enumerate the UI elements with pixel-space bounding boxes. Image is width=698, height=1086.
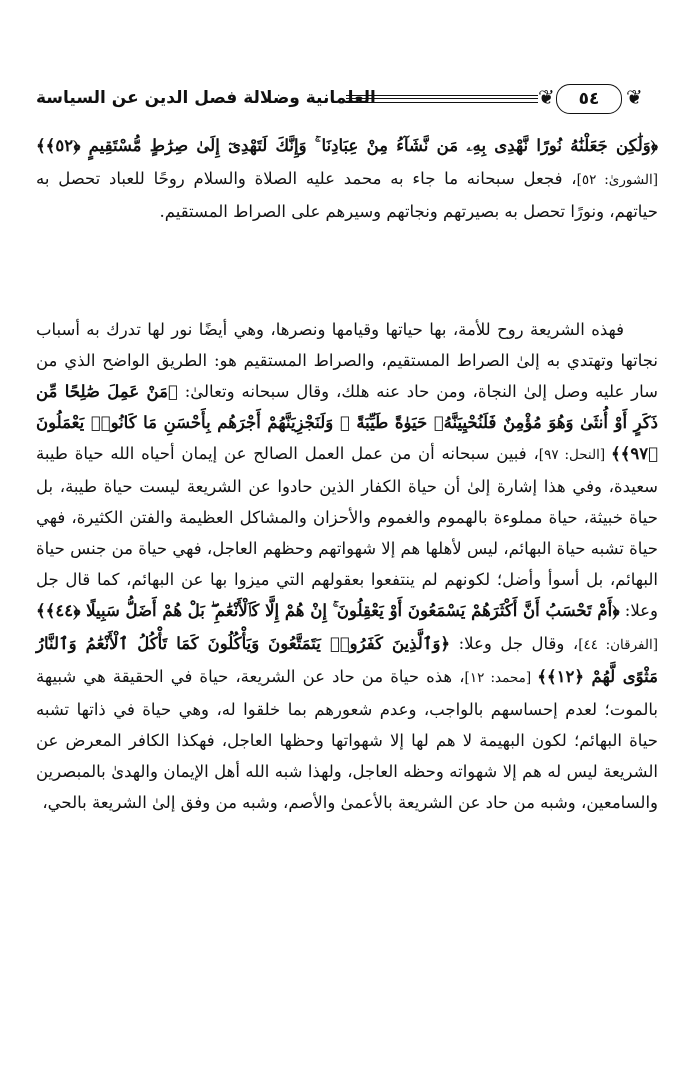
quran-verse: ﴿مَنْ عَمِلَ صَٰلِحًا مِّن ذَكَرٍ أَوْ أُنثَىٰ وَهُوَ مُؤْمِنٌ فَلَنُحْيِيَنَّهُۥ حَيَوٰةً طَيِّبَةً ۖ وَلَنَجْزِيَنَّهُمْ أَجْرَهُم بِأَحْسَنِ مَا كَانُوا۟ يَعْمَلُونَ ﴿٩٧﴾﴾ xyxy=(36,382,658,463)
verse-reference: [النحل: ٩٧] xyxy=(538,447,611,463)
quran-verse: ﴿وَٱلَّذِينَ كَفَرُوا۟ يَتَمَتَّعُونَ وَيَأْكُلُونَ كَمَا تَأْكُلُ ٱلْأَنْعَٰمُ وَٱلنَّارُ مَثْوًى لَّهُمْ ﴿١٢﴾﴾ xyxy=(36,634,659,686)
paragraph-text: ، فجعل سبحانه ما جاء به محمد عليه الصلاة والسلام روحًا للعباد تحصل به حياتهم، ونورًا تحصل به بصيرتهم ونجاتهم وسيرهم على الصراط المستقيم. xyxy=(36,169,658,221)
floral-ornament-icon: ❦ xyxy=(626,85,643,109)
paragraph xyxy=(36,130,658,227)
page-number: ٥٤ xyxy=(556,84,622,114)
paragraph xyxy=(36,314,658,818)
paragraph-text: ، فبين سبحانه أن من عمل العمل الصالح عن إيمان أحياه الله حياة طيبة سعيدة، وفي هذا إشارة إلىٰ أن حياة الكفار الذين حادوا عن الشريعة ليست حياة طيبة، بل حياة خبيثة، حياة مملوءة بالهموم والغموم والأحزان والمشاكل العظيمة والفتن الكثيرة، فهي حياة تشبه حياة البهائم، ليس لأهلها هم إلا شهواتهم وحظهم العاجل، فهي حياة من جنس حياة البهائم، بل أسوأ وأضل؛ لكونهم لم ينتفعوا بعقولهم التي ميزوا بها عن البهائم، كما قال جل وعلا: xyxy=(36,444,658,620)
paragraph-text: ، وقال جل وعلا: xyxy=(450,634,579,653)
paragraph-continuation xyxy=(36,130,658,227)
running-header xyxy=(36,82,658,118)
quran-verse: ﴿أَمْ تَحْسَبُ أَنَّ أَكْثَرَهُمْ يَسْمَعُونَ أَوْ يَعْقِلُونَ ۚ إِنْ هُمْ إِلَّا كَٱلْأَنْعَٰمِ ۖ بَلْ هُمْ أَضَلُّ سَبِيلًا ﴿٤٤﴾﴾ xyxy=(36,601,620,620)
quran-verse: ﴿وَلَٰكِن جَعَلْنَٰهُ نُورًا نَّهْدِى بِهِۦ مَن نَّشَآءُ مِنْ عِبَادِنَا ۚ وَإِنَّكَ لَتَهْدِىٓ إِلَىٰ صِرَٰطٍ مُّسْتَقِيمٍ ﴿٥٢﴾﴾ xyxy=(36,136,658,155)
verse-reference: [الشورىٰ: ٥٢] xyxy=(576,172,658,188)
verse-reference: [الفرقان: ٤٤] xyxy=(578,637,659,653)
paragraph-main xyxy=(36,314,658,818)
paragraph-text: فهذه الشريعة روح للأمة، بها حياتها وقيامها ونصرها، وهي أيضًا نور لها تدرك به أسباب نجاتها وتهتدي به إلىٰ الصراط المستقيم، والصراط المستقيم هو: الطريق الواضح الذي من سار عليه وصل إلىٰ النجاة، ومن حاد عنه هلك، وقال سبحانه وتعالىٰ: xyxy=(36,320,658,401)
verse-reference: [محمد: ١٢] xyxy=(464,670,538,686)
paragraph-text: ، هذه حياة من حاد عن الشريعة، حياة في الحقيقة هي شبيهة بالموت؛ لعدم إحساسهم بالواجب، وعدم شعورهم بما خلقوا له، وهي حياة في ذاتها تشبه حياة البهائم؛ لكون البهيمة لا هم لها إلا شهواتها وحظها العاجل، فهكذا الكافر المعرض عن الشريعة ليس له هم إلا شهواته وحظه العاجل، ولهذا شبه الله أهل الإيمان والهدىٰ بالمبصرين والسامعين، وشبه من حاد عن الشريعة بالأعمىٰ والأصم، وشبه من وفق إلىٰ الشريعة بالحي، xyxy=(36,667,658,812)
running-title: العلمانية وضلالة فصل الدين عن السياسة xyxy=(36,88,376,108)
floral-ornament-icon: ❦ xyxy=(538,85,555,109)
